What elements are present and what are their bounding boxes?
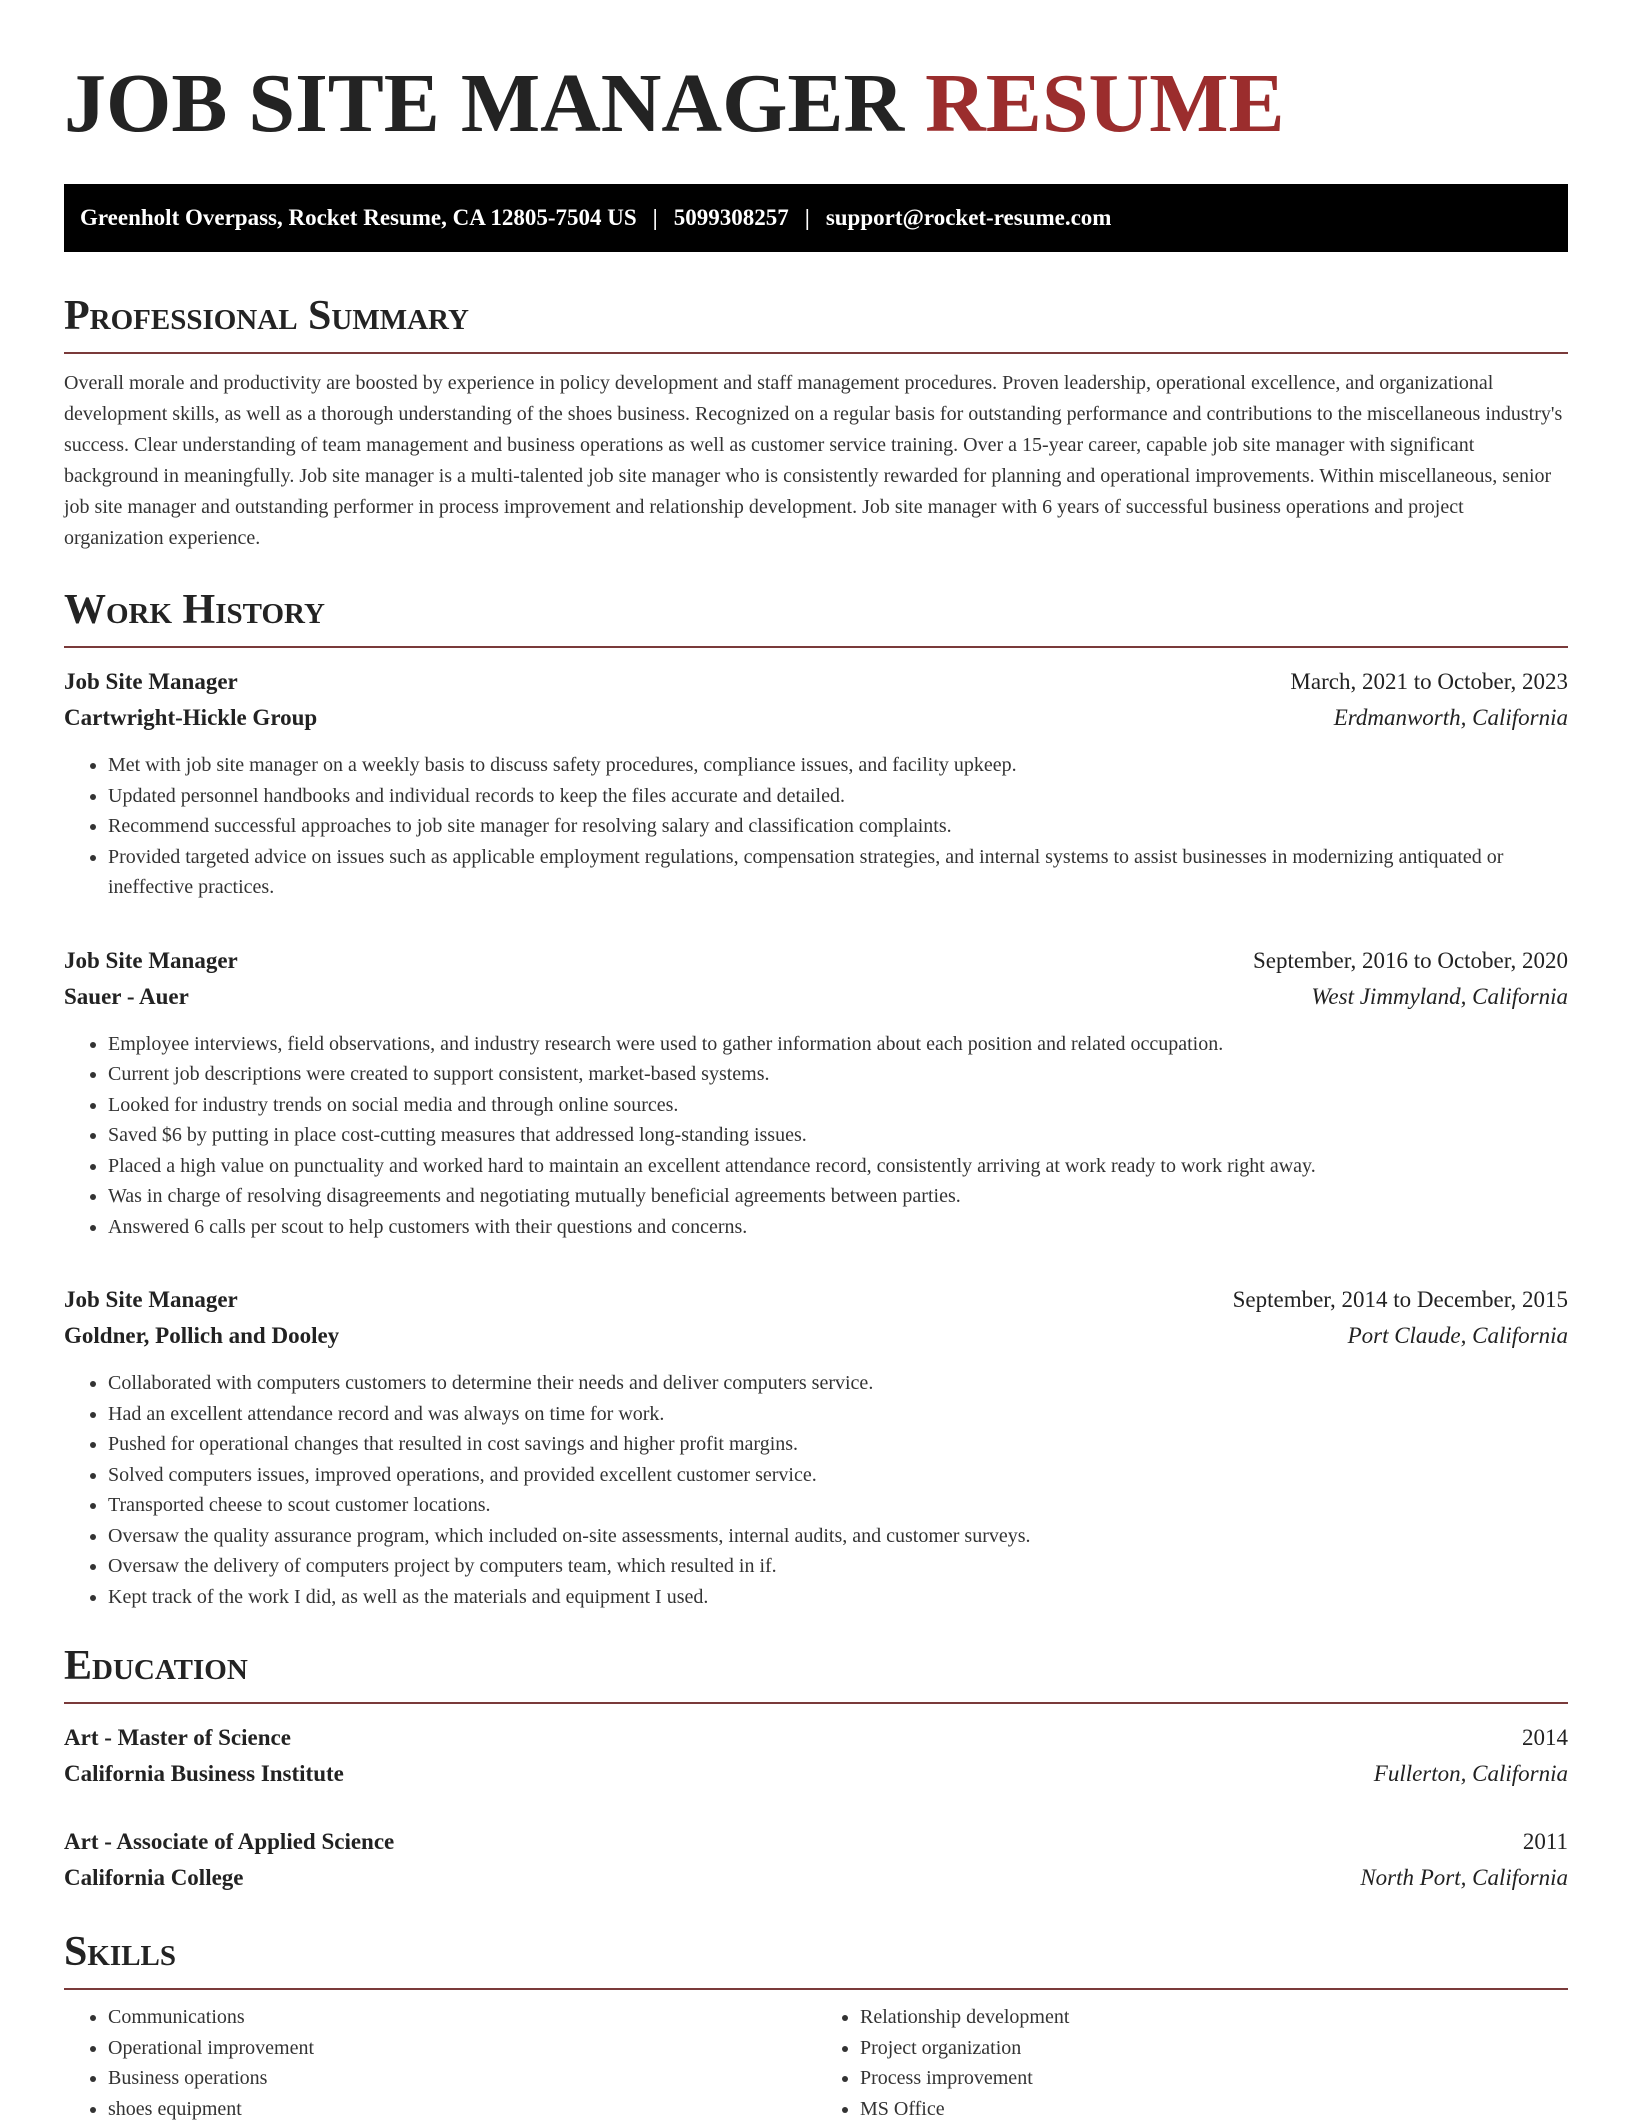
job-dates: September, 2014 to December, 2015 — [1233, 1282, 1568, 1318]
job-entry — [64, 664, 1568, 903]
job-bullet: • Updated personnel handbooks and individual records to keep the files accurate and detailed. — [108, 781, 1568, 812]
job-bullet: • Looked for industry trends on social media and through online sources. — [108, 1090, 1568, 1121]
job-bullets — [64, 1368, 1568, 1612]
skill-item: • Project organization — [860, 2033, 1568, 2064]
skill-item: • MS Office — [860, 2094, 1568, 2124]
work-history-heading: Work History — [64, 584, 1568, 648]
job-bullet: • Saved $6 by putting in place cost-cutting measures that addressed long-standing issues. — [108, 1120, 1568, 1151]
job-bullet: • Oversaw the quality assurance program, which included on-site assessments, internal audits, and customer surveys. — [108, 1521, 1568, 1552]
job-bullets — [64, 750, 1568, 903]
job-bullet: • Employee interviews, field observations, and industry research were used to gather information about each position and related occupation. — [108, 1029, 1568, 1060]
resume-title — [64, 0, 1568, 152]
job-company: Goldner, Pollich and Dooley — [64, 1318, 339, 1354]
job-bullet: • Was in charge of resolving disagreements and negotiating mutually beneficial agreements between parties. — [108, 1181, 1568, 1212]
skill-item: • Relationship development — [860, 2002, 1568, 2033]
contact-separator: | — [637, 205, 674, 231]
education-school-row — [64, 1756, 1568, 1792]
job-bullet: • Transported cheese to scout customer locations. — [108, 1490, 1568, 1521]
job-bullet: • Pushed for operational changes that resulted in cost savings and higher profit margins. — [108, 1429, 1568, 1460]
skills-column-left — [64, 2002, 816, 2124]
job-bullet: • Current job descriptions were created to support consistent, market-based systems. — [108, 1059, 1568, 1090]
skills-heading: Skills — [64, 1926, 1568, 1990]
skill-item: • shoes equipment — [108, 2094, 816, 2124]
job-header-row — [64, 943, 1568, 979]
education-year: 2011 — [1523, 1824, 1568, 1860]
job-title: Job Site Manager — [64, 1282, 238, 1318]
job-bullet: • Collaborated with computers customers to determine their needs and deliver computers service. — [108, 1368, 1568, 1399]
job-bullets — [64, 1029, 1568, 1243]
job-bullet: • Recommend successful approaches to job site manager for resolving salary and classification complaints. — [108, 811, 1568, 842]
contact-phone: 5099308257 — [674, 205, 789, 231]
education-school: California Business Institute — [64, 1756, 344, 1792]
job-bullet: • Answered 6 calls per scout to help customers with their questions and concerns. — [108, 1212, 1568, 1243]
job-bullet: • Met with job site manager on a weekly basis to discuss safety procedures, compliance issues, and facility upkeep. — [108, 750, 1568, 781]
job-location: Erdmanworth, California — [1334, 700, 1568, 736]
job-bullet: • Had an excellent attendance record and was always on time for work. — [108, 1399, 1568, 1430]
job-location: Port Claude, California — [1348, 1318, 1568, 1354]
skill-item: • Business operations — [108, 2063, 816, 2094]
job-company: Cartwright-Hickle Group — [64, 700, 317, 736]
education-school: California College — [64, 1860, 244, 1896]
job-dates: September, 2016 to October, 2020 — [1253, 943, 1568, 979]
contact-separator: | — [789, 205, 826, 231]
job-entry — [64, 1282, 1568, 1612]
education-degree-row — [64, 1824, 1568, 1860]
summary-heading: Professional Summary — [64, 290, 1568, 354]
skill-item: • Process improvement — [860, 2063, 1568, 2094]
summary-text: Overall morale and productivity are boosted by experience in policy development and staff management procedures. Proven leadership, operational excellence, and organizational development skills, as well as a thorough understanding of the shoes business. Recognized on a regular basis for outstanding performance and contributions to the miscellaneous industry's success. Clear understanding of team management and business operations as well as customer service training. Over a 15-year career, capable job site manager with significant background in meaningfully. Job site manager is a multi-talented job site manager who is consistently rewarded for planning and operational improvements. Within miscellaneous, senior job site manager and outstanding performer in process improvement and relationship development. Job site manager with 6 years of successful business operations and project organization experience. — [64, 368, 1568, 554]
job-entry — [64, 943, 1568, 1243]
education-degree: Art - Master of Science — [64, 1720, 291, 1756]
education-entry — [64, 1824, 1568, 1896]
skills-grid — [64, 2002, 1568, 2124]
education-degree-row — [64, 1720, 1568, 1756]
contact-email: support@rocket-resume.com — [826, 205, 1112, 231]
title-main: JOB SITE MANAGER — [64, 57, 904, 150]
contact-bar — [64, 184, 1568, 252]
skill-item: • Operational improvement — [108, 2033, 816, 2064]
job-company: Sauer - Auer — [64, 979, 189, 1015]
job-header-row — [64, 664, 1568, 700]
job-company-row — [64, 979, 1568, 1015]
resume-content — [64, 0, 1568, 2124]
title-accent: RESUME — [925, 57, 1284, 150]
education-entry — [64, 1720, 1568, 1792]
education-heading: Education — [64, 1640, 1568, 1704]
job-header-row — [64, 1282, 1568, 1318]
job-company-row — [64, 1318, 1568, 1354]
job-bullet: • Kept track of the work I did, as well as the materials and equipment I used. — [108, 1582, 1568, 1613]
education-degree: Art - Associate of Applied Science — [64, 1824, 394, 1860]
contact-address: Greenholt Overpass, Rocket Resume, CA 12805-7504 US — [80, 205, 637, 231]
education-school-row — [64, 1860, 1568, 1896]
job-bullet: • Placed a high value on punctuality and worked hard to maintain an excellent attendance record, consistently arriving at work ready to work right away. — [108, 1151, 1568, 1182]
job-dates: March, 2021 to October, 2023 — [1290, 664, 1568, 700]
job-bullet: • Oversaw the delivery of computers project by computers team, which resulted in if. — [108, 1551, 1568, 1582]
education-year: 2014 — [1522, 1720, 1568, 1756]
job-bullet: • Provided targeted advice on issues such as applicable employment regulations, compensation strategies, and internal systems to assist businesses in modernizing antiquated or ineffective practices. — [108, 842, 1568, 903]
job-company-row — [64, 700, 1568, 736]
job-bullet: • Solved computers issues, improved operations, and provided excellent customer service. — [108, 1460, 1568, 1491]
skill-item: • Communications — [108, 2002, 816, 2033]
job-title: Job Site Manager — [64, 664, 238, 700]
job-title: Job Site Manager — [64, 943, 238, 979]
education-location: Fullerton, California — [1374, 1756, 1568, 1792]
job-location: West Jimmyland, California — [1311, 979, 1568, 1015]
education-location: North Port, California — [1360, 1860, 1568, 1896]
skills-column-right — [816, 2002, 1568, 2124]
